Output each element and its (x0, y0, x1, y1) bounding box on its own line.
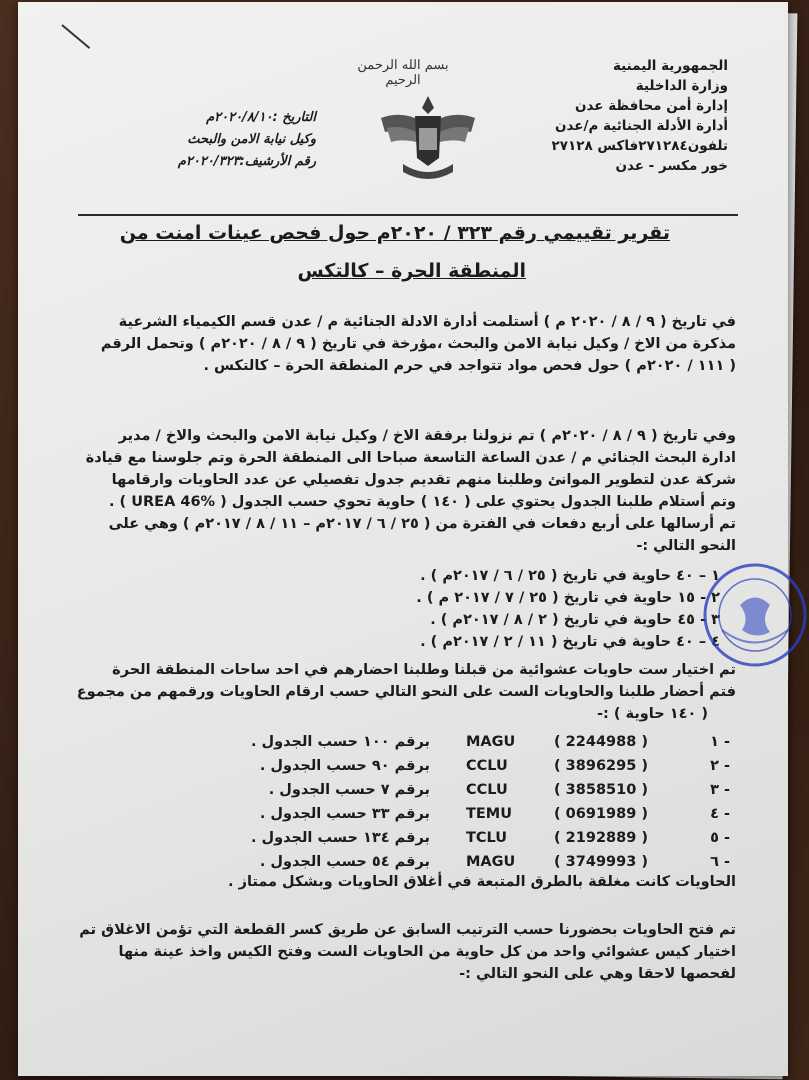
paragraph4-line: اختيار كيس عشوائي واحد من كل حاوية من الحاويات الست وفتح الكيس واخذ عينة منها (118, 944, 736, 960)
container-number: ( 3749993 ) (554, 854, 648, 870)
header-security-admin: إدارة أمن محافظة عدن (574, 98, 728, 114)
paragraph4-line: تم فتح الحاويات بحضورنا حسب الترتيب السابق عن طريق كسر القطعة التي تؤمن الاغلاق تم (79, 922, 736, 938)
container-row (18, 782, 788, 806)
report-title-line1: تقرير تقييمي رقم ٣٢٣ / ٢٠٢٠م حول فحص عينات امنت من (119, 222, 670, 244)
container-number: ( 2244988 ) (554, 734, 648, 750)
container-number: ( 3896295 ) (554, 758, 648, 774)
paragraph4-line: لفحصها لاحقا وهي على النحو التالي :- (459, 966, 736, 982)
header-recipient: وكيل نيابة الامن والبحث (187, 132, 316, 147)
container-prefix: CCLU (466, 782, 508, 798)
paragraph2-line: تم أرسالها على أربع دفعات في الفترة من ( ٢٥ / ٦ / ٢٠١٧م – ١١ / ٨ / ٢٠١٧م ) وهي على (108, 516, 736, 532)
header-archive-number: رقم الأرشيف:٢٠٢٠/٣٢٣م (177, 154, 316, 169)
batch-item: ٣ - ٤٥ حاوية في تاريخ ( ٢ / ٨ / ٢٠١٧م ) . (430, 612, 720, 628)
paragraph1-line: في تاريخ ( ٩ / ٨ / ٢٠٢٠ م ) أستلمت أدارة الادلة الجنائية م / عدن قسم الكيمياء الشرعية (118, 314, 736, 330)
container-index: ٥ - (710, 830, 730, 846)
batch-item: ٤ – ٤٠ حاوية في تاريخ ( ١١ / ٢ / ٢٠١٧م ) . (420, 634, 720, 650)
container-description: برقم ٥٤ حسب الجدول . (259, 854, 430, 870)
header-divider (78, 214, 738, 216)
container-row (18, 806, 788, 830)
container-index: ٢ - (710, 758, 730, 774)
paragraph1-line: ( ١١١ / ٢٠٢٠م ) حول فحص مواد تتواجد في حرم المنطقة الحرة – كالتكس . (203, 358, 736, 374)
container-row (18, 830, 788, 854)
official-stamp-icon (700, 560, 809, 670)
header-ministry: وزارة الداخلية (635, 78, 728, 94)
header-evidence-admin: أدارة الأدلة الجنائية م/عدن (554, 118, 728, 134)
paragraph2-line: شركة عدن لتطوير الموانئ وطلبنا منهم تقديم جدول تفصيلي عن عدد الحاويات وارقامها (111, 472, 736, 488)
container-row (18, 758, 788, 782)
container-number: ( 2192889 ) (554, 830, 648, 846)
container-description: برقم ٩٠ حسب الجدول . (259, 758, 430, 774)
container-prefix: TCLU (466, 830, 508, 846)
container-prefix: TEMU (466, 806, 512, 822)
container-description: برقم ١٣٤ حسب الجدول . (251, 830, 430, 846)
container-prefix: MAGU (466, 854, 516, 870)
report-title-line2: المنطقة الحرة – كالتكس (297, 260, 526, 282)
closing-note: الحاويات كانت مغلقة بالطرق المتبعة في أغلاق الحاويات وبشكل ممتاز . (228, 874, 736, 890)
container-description: برقم ٣٣ حسب الجدول . (259, 806, 430, 822)
header-date: التاريخ :٢٠٢٠/٨/١٠م (206, 110, 316, 125)
container-number: ( 0691989 ) (554, 806, 648, 822)
container-index: ٤ - (710, 806, 730, 822)
pen-mark (61, 24, 90, 49)
paragraph3-line: فتم أحضار طلبنا والحاويات الست على النحو التالي حسب ارقام الحاويات ورقمهم من مجموع (76, 684, 736, 700)
paragraph2-line: النحو التالي :- (636, 538, 736, 554)
basmala: بسم الله الرحمن الرحيم (357, 58, 449, 88)
header-address: خور مكسر - عدن (615, 158, 728, 174)
paragraph2-line: وفي تاريخ ( ٩ / ٨ / ٢٠٢٠م ) تم نزولنا برفقة الاخ / وكيل نيابة الامن والبحث والاخ / مدير (118, 428, 736, 444)
container-index: ٦ - (710, 854, 730, 870)
container-description: برقم ٧ حسب الجدول . (268, 782, 430, 798)
container-description: برقم ١٠٠ حسب الجدول . (251, 734, 430, 750)
document-page (18, 2, 788, 1076)
container-prefix: MAGU (466, 734, 516, 750)
container-prefix: CCLU (466, 758, 508, 774)
paragraph2-line: ادارة البحث الجنائي م / عدن الساعة التاسعة صباحا الى المنطقة الحرة وتم جلوسنا مع قيادة (85, 450, 736, 466)
container-row (18, 734, 788, 758)
batch-item: ٢ - ١٥ حاوية في تاريخ ( ٢٥ / ٧ / ٢٠١٧ م ) . (416, 590, 720, 606)
paragraph2-line: وتم أستلام طلبنا الجدول يحتوي على ( ١٤٠ ) حاوية تحوي حسب الجدول ( UREA 46% ) . (109, 494, 736, 510)
paragraph3-line: ( ١٤٠ حاوية ) :- (597, 706, 708, 722)
yemen-eagle-emblem-icon (373, 88, 483, 192)
container-index: ١ - (710, 734, 730, 750)
container-index: ٣ - (710, 782, 730, 798)
container-number: ( 3858510 ) (554, 782, 648, 798)
header-republic: الجمهورية اليمنية (612, 58, 728, 74)
batch-item: ١ – ٤٠ حاوية في تاريخ ( ٢٥ / ٦ / ٢٠١٧م ) . (420, 568, 720, 584)
header-phone-fax: تلفون٢٧١٢٨٤فاكس ٢٧١٢٨ (551, 138, 728, 154)
paragraph3-line: تم اختيار ست حاويات عشوائية من قبلنا وطلبنا احضارهم في احد ساحات المنطقة الحرة (112, 662, 736, 678)
paragraph1-line: مذكرة من الاخ / وكيل نيابة الامن والبحث ،مؤرخة في تاريخ ( ٩ / ٨ / ٢٠٢٠م ) وتحمل الرقم (100, 336, 736, 352)
